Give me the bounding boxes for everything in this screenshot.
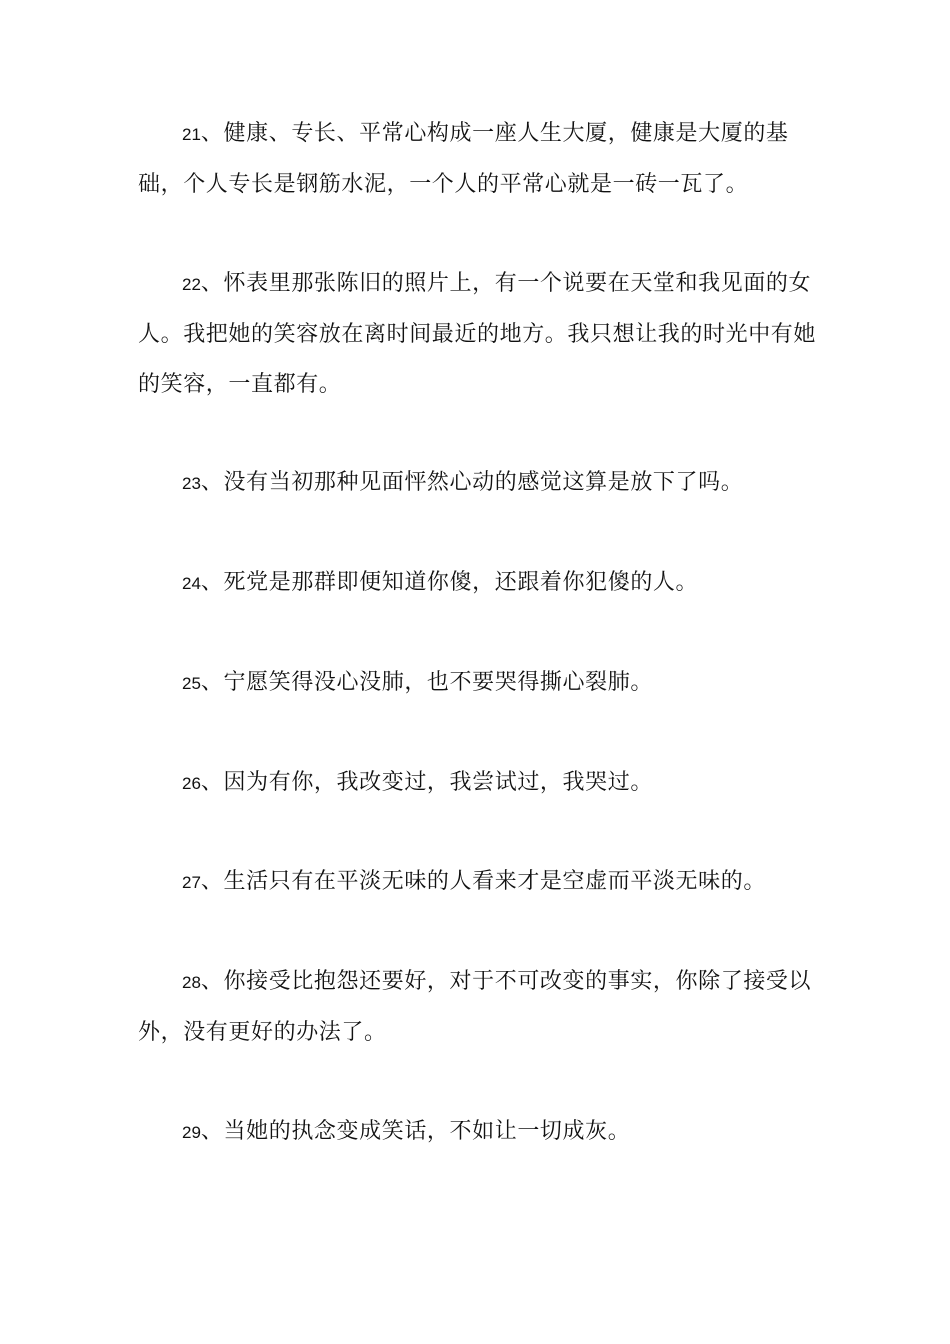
paragraph-number: 29 (182, 1123, 201, 1142)
paragraph-28 (138, 957, 818, 1058)
paragraph-text: 、健康、专长、平常心构成一座人生大厦，健康是大厦的基础，个人专长是钢筋水泥，一个人的平常心就是一砖一瓦了。 (138, 121, 789, 197)
paragraph-26 (138, 758, 818, 809)
paragraph-text: 、怀表里那张陈旧的照片上，有一个说要在天堂和我见面的女人。我把她的笑容放在离时间最近的地方。我只想让我的时光中有她的笑容，一直都有。 (138, 271, 817, 397)
paragraph-text: 、当她的执念变成笑话，不如让一切成灰。 (200, 1119, 631, 1144)
paragraph-number: 26 (182, 774, 201, 793)
paragraph-text: 、死党是那群即便知道你傻，还跟着你犯傻的人。 (200, 570, 699, 595)
paragraph-24 (138, 558, 818, 609)
paragraph-22 (138, 259, 818, 410)
paragraph-23 (138, 458, 818, 509)
paragraph-21 (138, 109, 818, 210)
paragraph-text: 、你接受比抱怨还要好，对于不可改变的事实，你除了接受以外，没有更好的办法了。 (138, 969, 812, 1045)
paragraph-text: 、生活只有在平淡无味的人看来才是空虚而平淡无味的。 (200, 869, 766, 894)
paragraph-number: 25 (182, 674, 201, 693)
paragraph-number: 28 (182, 973, 201, 992)
paragraph-27 (138, 857, 818, 908)
paragraph-25 (138, 658, 818, 709)
paragraph-29 (138, 1107, 818, 1158)
paragraph-number: 21 (182, 125, 201, 144)
paragraph-text: 、没有当初那种见面怦然心动的感觉这算是放下了吗。 (200, 470, 744, 495)
paragraph-number: 23 (182, 474, 201, 493)
paragraph-text: 、宁愿笑得没心没肺，也不要哭得撕心裂肺。 (200, 670, 653, 695)
paragraph-text: 、因为有你，我改变过，我尝试过，我哭过。 (200, 770, 653, 795)
paragraph-number: 22 (182, 275, 201, 294)
paragraph-number: 27 (182, 873, 201, 892)
paragraph-number: 24 (182, 574, 201, 593)
